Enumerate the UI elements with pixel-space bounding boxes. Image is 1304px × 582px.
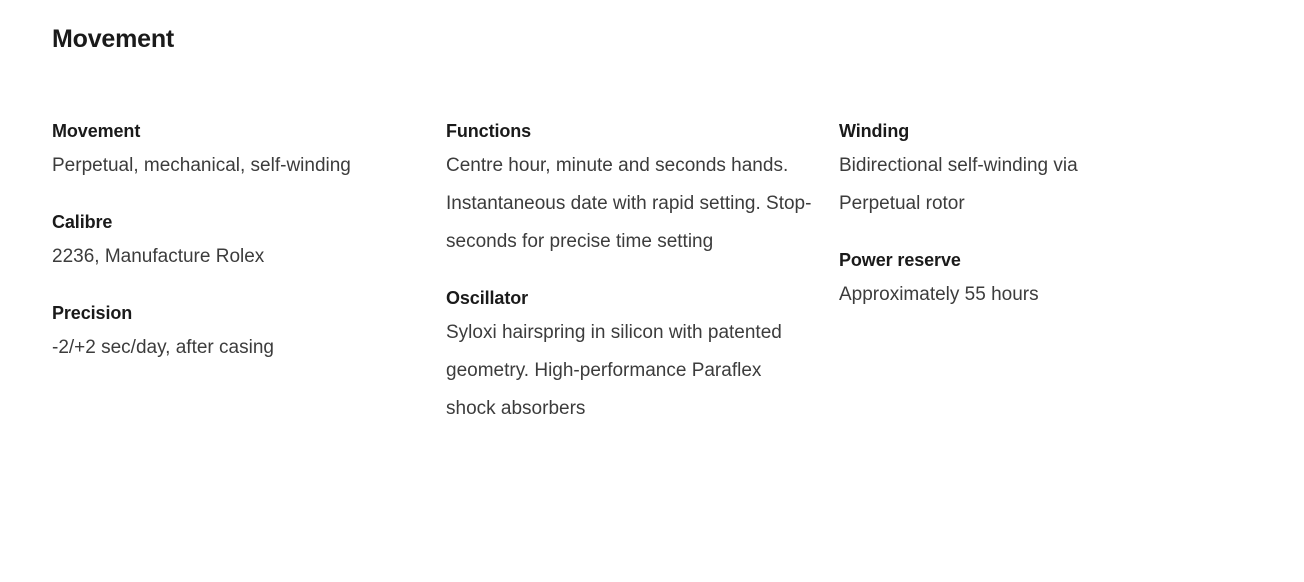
spec-value-functions: Centre hour, minute and seconds hands. Instantaneous date with rapid setting. Stop-seconds for precise time setting	[446, 155, 812, 252]
spec-label-winding: Winding	[839, 121, 910, 141]
spec-value-oscillator: Syloxi hairspring in silicon with patented geometry. High-performance Paraflex shock absorbers	[446, 322, 782, 419]
spec-label-oscillator: Oscillator	[446, 288, 529, 308]
spec-group-calibre	[52, 209, 446, 276]
specs-column-1	[52, 118, 446, 367]
spec-group-movement	[52, 118, 446, 185]
spec-value-precision: -2/+2 sec/day, after casing	[52, 337, 274, 358]
page-title: Movement	[52, 25, 175, 53]
spec-value-winding: Bidirectional self-winding via Perpetual rotor	[839, 155, 1078, 214]
spec-label-movement: Movement	[52, 121, 141, 141]
spec-label-functions: Functions	[446, 121, 532, 141]
spec-group-oscillator	[446, 285, 839, 428]
spec-label-calibre: Calibre	[52, 212, 113, 232]
spec-value-calibre: 2236, Manufacture Rolex	[52, 246, 265, 267]
specs-column-3	[839, 118, 1232, 314]
spec-group-precision	[52, 300, 446, 367]
spec-label-power-reserve: Power reserve	[839, 250, 961, 270]
spec-label-precision: Precision	[52, 303, 133, 323]
spec-group-winding	[839, 118, 1232, 223]
spec-group-functions	[446, 118, 839, 261]
spec-value-power-reserve: Approximately 55 hours	[839, 284, 1039, 305]
specs-columns	[52, 118, 1252, 428]
spec-group-power-reserve	[839, 247, 1232, 314]
specs-column-2	[446, 118, 839, 428]
spec-value-movement: Perpetual, mechanical, self-winding	[52, 155, 351, 176]
